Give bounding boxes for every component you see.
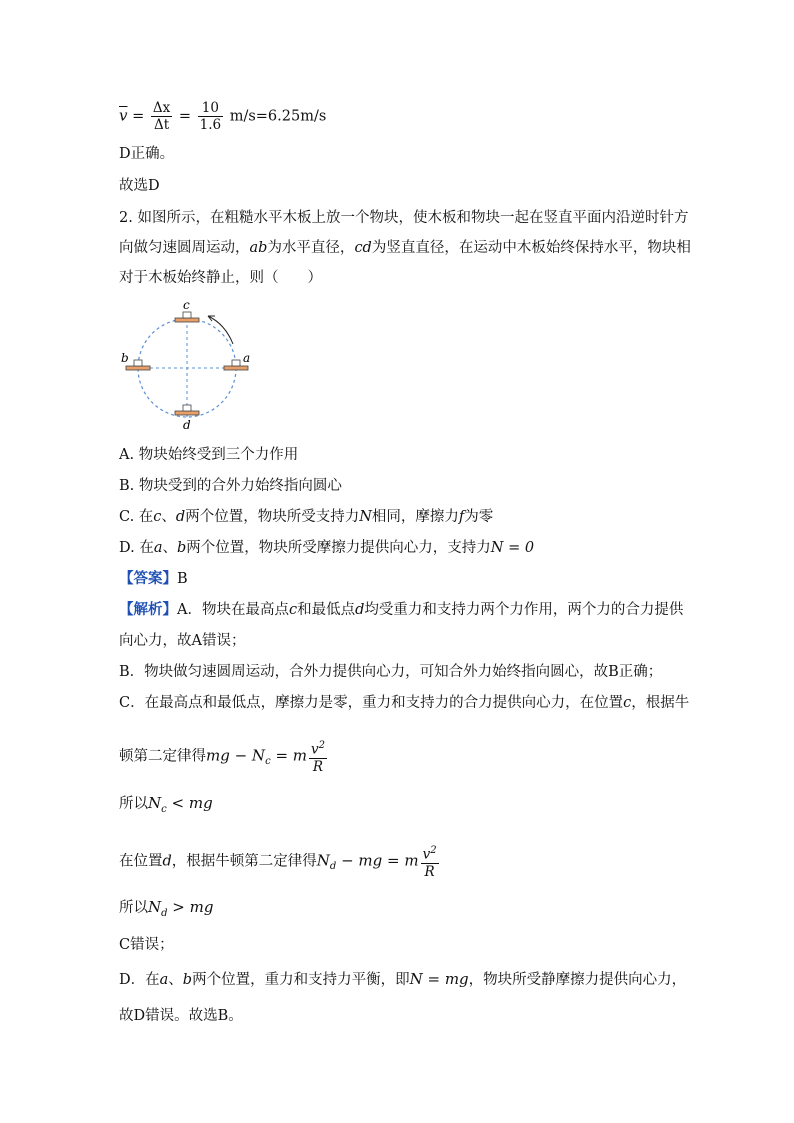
var: a: [159, 972, 169, 988]
plank: [175, 411, 199, 415]
plank: [175, 318, 199, 322]
text: D．在: [119, 972, 160, 988]
radius: R: [312, 758, 324, 775]
block: [183, 405, 191, 411]
text: 顿第二定律得: [119, 748, 206, 765]
subscript: c: [161, 803, 167, 815]
d-correct-text: D正确。: [119, 146, 175, 162]
var: N: [148, 898, 162, 916]
var: a: [153, 540, 163, 556]
text: 为竖直直径，在运动中木板始终保持水平，物块相: [371, 240, 691, 256]
var: d: [162, 853, 172, 870]
equation: − mg = m: [336, 851, 419, 870]
question-2-line-2: [119, 238, 691, 258]
analysis-a-line-2: 向心力，故A错误；: [119, 633, 246, 649]
equals: =: [132, 108, 145, 125]
velocity-equation: [119, 100, 326, 133]
text: A．物块在最高点: [177, 602, 289, 618]
ab-label: ab: [249, 240, 268, 256]
var: b: [176, 540, 187, 556]
text: 在位置: [119, 853, 163, 870]
answer-value: B: [177, 571, 188, 587]
block: [134, 360, 142, 366]
choose-d-text: 故选D: [119, 178, 160, 194]
fraction-v2-r: [421, 843, 439, 880]
text: 所以: [119, 900, 148, 916]
plank-b: [126, 360, 150, 370]
square: 2: [430, 845, 437, 856]
text: 均受重力和支持力两个力作用，两个力的合力提供: [364, 602, 684, 618]
text: ，根据牛顿第二定律得: [171, 853, 317, 870]
answer-tag: 【答案】: [119, 570, 177, 587]
frac-num: Δx: [152, 100, 171, 116]
option-d: [119, 538, 534, 558]
text: 两个位置，物块所受支持力: [185, 509, 360, 525]
var: N: [359, 509, 372, 525]
text: 、: [168, 972, 183, 988]
equation: mg − N: [206, 746, 266, 765]
radius: R: [424, 863, 435, 880]
plank: [224, 366, 248, 370]
text: 向做匀速圆周运动，: [119, 240, 250, 256]
var: d: [355, 602, 365, 618]
text: 、: [162, 540, 177, 556]
subscript: d: [329, 861, 337, 873]
text: 所以: [119, 796, 148, 812]
text: 相同，摩擦力: [371, 509, 459, 525]
analysis-tag: 【解析】: [119, 601, 177, 618]
var: N: [316, 851, 330, 870]
analysis-d-line-2: 故D错误。故选B。: [119, 1008, 243, 1024]
fraction-v2-r: [309, 738, 327, 775]
subscript: d: [161, 907, 168, 919]
v: v: [422, 846, 431, 863]
plank-c: [175, 312, 199, 322]
fraction-10-16: [198, 100, 223, 133]
text: 为水平直径，: [267, 240, 355, 256]
question-2-line-3: 对于木板始终静止，则（ ）: [119, 270, 322, 286]
var: c: [623, 695, 632, 711]
frac-num: 10: [198, 100, 223, 117]
cd-label: cd: [354, 240, 372, 256]
subscript: c: [265, 756, 271, 768]
analysis-c-line-2: [119, 738, 329, 775]
question-2-line-1: 2. 如图所示，在粗糙水平木板上放一个物块，使木板和物块一起在竖直平面内沿逆时针方: [119, 210, 689, 226]
var: f: [458, 509, 465, 525]
analysis-c-line-3: [119, 793, 213, 820]
var: b: [182, 972, 193, 988]
v: v: [311, 741, 319, 758]
frac-den: Δt: [153, 117, 170, 133]
text: D. 在: [119, 540, 154, 556]
equation: = m: [270, 746, 307, 765]
frac-den: 1.6: [199, 117, 222, 133]
analysis-b-line: B．物块做匀速圆周运动，合外力提供向心力，可知合外力始终指向圆心，故B正确；: [119, 664, 663, 680]
option-a: A. 物块始终受到三个力作用: [119, 447, 299, 463]
velocity-result: m/s=6.25m/s: [229, 108, 327, 125]
fraction-dx-dt: [151, 100, 172, 133]
text: 和最低点: [297, 602, 356, 618]
label-d: d: [183, 418, 191, 432]
circular-motion-diagram: [119, 296, 259, 432]
plank-d: [175, 405, 199, 415]
analysis-d-line-1: [119, 969, 686, 990]
arrow-head-icon: [208, 316, 215, 321]
label-c: c: [183, 298, 190, 312]
analysis-a-line-1: [119, 600, 683, 620]
equation: N = 0: [490, 540, 535, 556]
plank: [126, 366, 150, 370]
square: 2: [318, 740, 326, 751]
text: 两个位置，重力和支持力平衡，即: [192, 972, 410, 988]
var: c: [153, 509, 162, 525]
relation: > mg: [167, 898, 214, 916]
block: [232, 360, 240, 366]
relation: < mg: [166, 794, 213, 812]
text: 、: [161, 509, 176, 525]
analysis-c-line-5: [119, 897, 213, 924]
equation: N = mg: [409, 970, 469, 988]
analysis-c-line-6: C错误；: [119, 937, 174, 953]
answer-line: [119, 569, 188, 589]
analysis-c-line-4: [119, 843, 441, 880]
equals: =: [178, 108, 191, 125]
text: 为零: [464, 509, 494, 525]
var: c: [288, 602, 298, 618]
analysis-c-line-1: [119, 693, 689, 713]
text: 两个位置，物块所受摩擦力提供向心力，支持力: [186, 540, 491, 556]
label-b: b: [121, 351, 129, 365]
label-a: a: [243, 351, 251, 365]
option-c: [119, 507, 493, 527]
text: ，物块所受静摩擦力提供向心力，: [468, 972, 687, 988]
v-bar: $\overline{v}$: [119, 106, 128, 125]
block: [183, 312, 191, 318]
option-b: B. 物块受到的合外力始终指向圆心: [119, 478, 342, 494]
var: d: [175, 509, 186, 525]
text: C．在最高点和最低点，摩擦力是零，重力和支持力的合力提供向心力，在位置: [119, 695, 624, 711]
text: ，根据牛: [631, 695, 690, 711]
text: C. 在: [119, 509, 154, 525]
var: N: [148, 794, 162, 812]
